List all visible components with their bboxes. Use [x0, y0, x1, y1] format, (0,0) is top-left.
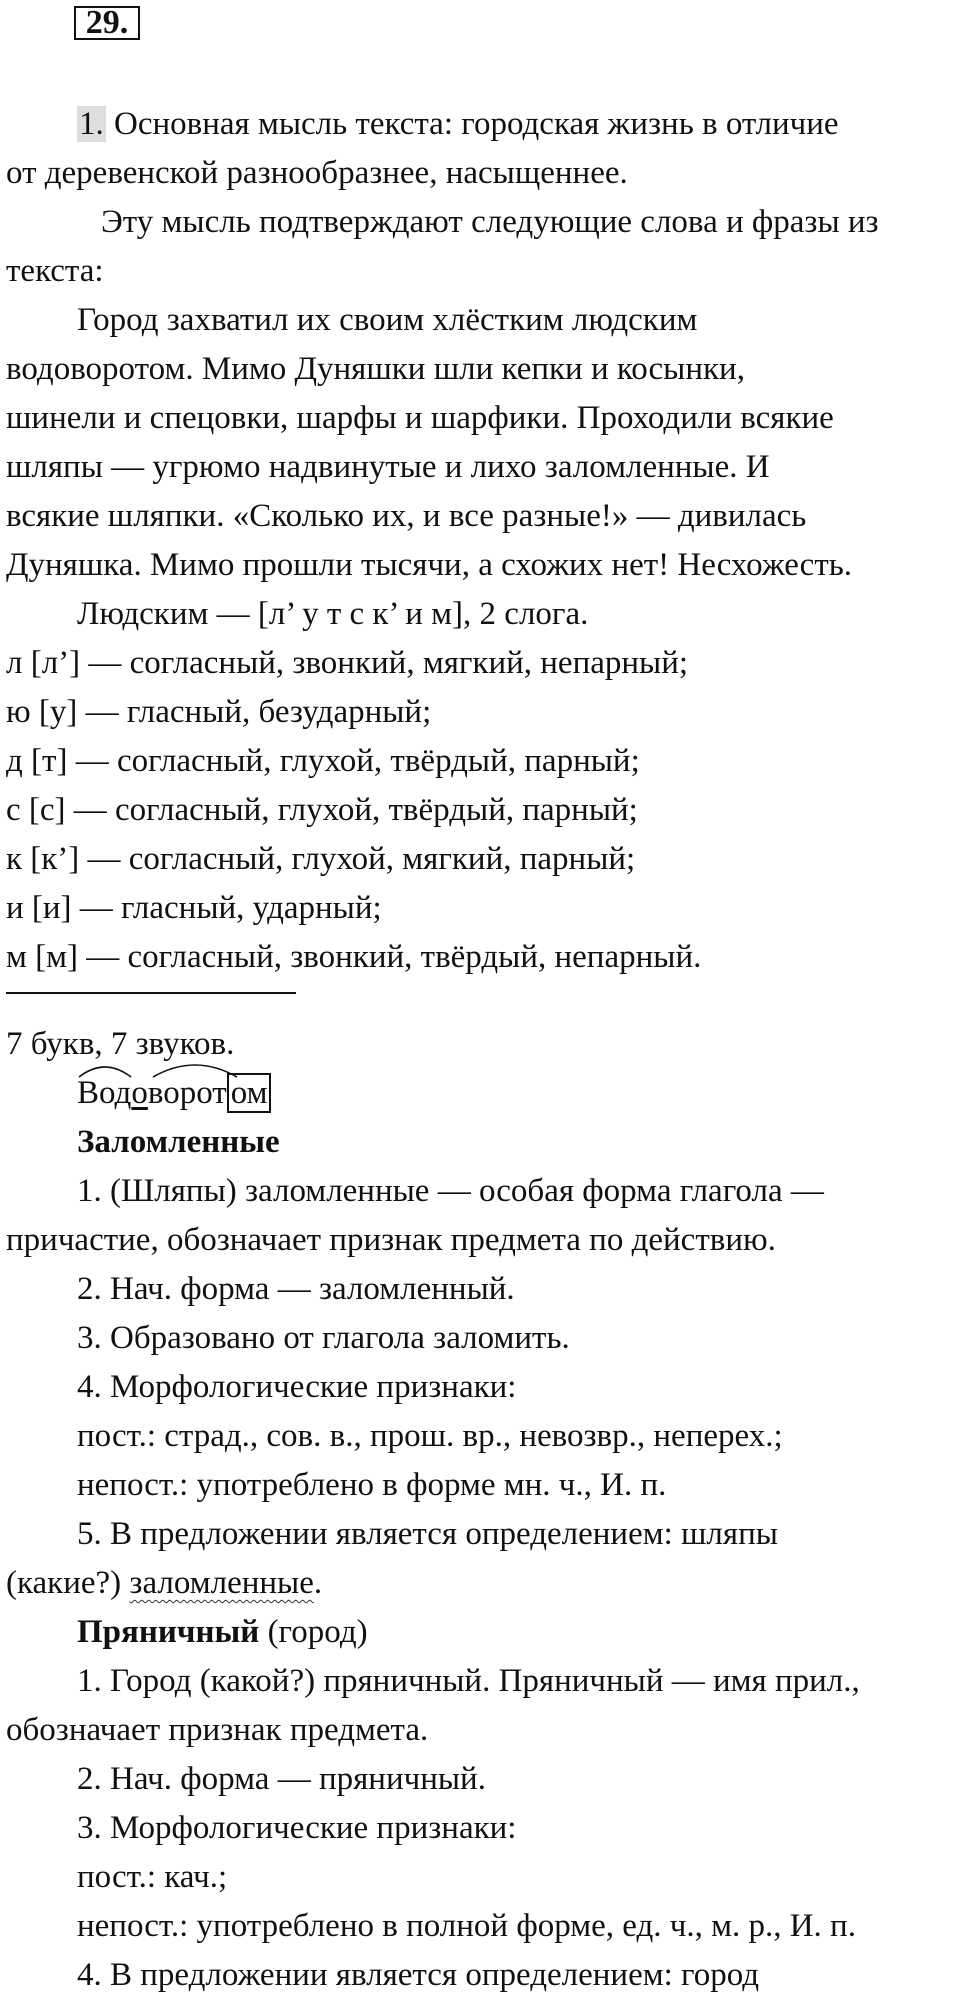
confirm-line-cont: текста: [6, 253, 104, 289]
phonetic-row: к [к’] — согласный, глухой, мягкий, парный; [6, 841, 636, 877]
participle-line: 1. (Шляпы) заломленные — особая форма глагола — [77, 1173, 824, 1209]
main-idea-text: Основная мысль текста: городская жизнь в отличие [105, 106, 839, 142]
adjective-line: пост.: кач.; [77, 1859, 228, 1895]
participle-line: 3. Образовано от глагола заломить. [77, 1320, 570, 1356]
adjective-line: 3. Морфологические признаки: [77, 1810, 517, 1846]
morpheme-word [77, 1069, 271, 1118]
quote-line: Город захватил их своим хлёстким людским [77, 302, 698, 338]
participle-line [6, 1559, 956, 1608]
adjective-line: 2. Нач. форма — пряничный. [77, 1761, 486, 1797]
question-text: (какие?) [6, 1565, 130, 1601]
adjective-title: Пряничный [77, 1614, 260, 1650]
quote-line: шляпы — угрюмо надвинутые и лихо заломленные. И [6, 449, 770, 485]
participle-line: непост.: употреблено в форме мн. ч., И. п. [77, 1467, 667, 1503]
period: . [313, 1565, 323, 1601]
participle-line: 5. В предложении является определением: шляпы [77, 1516, 778, 1552]
confirm-line: Эту мысль подтверждают следующие слова и фразы из [101, 204, 879, 240]
adjective-line: 1. Город (какой?) пряничный. Пряничный — имя прил., [77, 1663, 860, 1699]
phonetic-row: с [с] — согласный, глухой, твёрдый, парный; [6, 792, 638, 828]
participle-line: 4. Морфологические признаки: [77, 1369, 517, 1405]
quote-line: Дуняшка. Мимо прошли тысячи, а схожих нет! Несхожесть. [6, 547, 853, 583]
participle-line: пост.: страд., сов. в., прош. вр., невозвр., неперех.; [77, 1418, 783, 1454]
quote-line: шинели и спецовки, шарфы и шарфики. Проходили всякие [6, 400, 834, 436]
adjective-line: непост.: употреблено в полной форме, ед. ч., м. р., И. п. [77, 1908, 856, 1944]
participle-line: 2. Нач. форма — заломленный. [77, 1271, 515, 1307]
quote-block [6, 296, 956, 590]
root-arcs [77, 1061, 287, 1081]
root-2: ворот [147, 1075, 227, 1111]
item-number: 1. [79, 106, 104, 142]
adjective-line: 4. В предложении является определением: город [77, 1957, 760, 1993]
root-arc-2 [153, 1065, 237, 1077]
phonetic-row: л [л’] — согласный, звонкий, мягкий, непарный; [6, 645, 689, 681]
quote-line: всякие шляпки. «Сколько их, и все разные!» — дивилась [6, 498, 807, 534]
adjective-title-suffix: (город) [259, 1614, 368, 1650]
quote-line: водоворотом. Мимо Дуняшки шли кепки и косынки, [6, 351, 745, 387]
participle-line: причастие, обозначает признак предмета по действию. [6, 1222, 776, 1258]
adjective-title-line [6, 1608, 956, 1657]
task-number: 29. [74, 6, 140, 40]
divider [6, 992, 296, 994]
root-arc-1 [79, 1067, 131, 1077]
phonetic-row: и [и] — гласный, ударный; [6, 890, 382, 926]
main-idea-line [6, 100, 956, 149]
root-1: Вод [77, 1075, 132, 1111]
main-idea-cont: от деревенской разнообразнее, насыщеннее. [6, 155, 628, 191]
adjective-line: обозначает признак предмета. [6, 1712, 429, 1748]
participle-title: Заломленные [77, 1124, 280, 1160]
ending: ом [227, 1073, 272, 1113]
phonetic-list [6, 639, 956, 982]
attribute-underlined: заломленные [129, 1565, 314, 1601]
phonetic-title: Людским — [л’ у т с к’ и м], 2 слога. [77, 596, 589, 632]
answer-content [6, 100, 956, 2000]
phonetic-row: д [т] — согласный, глухой, твёрдый, парный; [6, 743, 640, 779]
connecting-vowel: о [131, 1075, 148, 1111]
phonetic-row: ю [у] — гласный, безударный; [6, 694, 432, 730]
letters-sounds: 7 букв, 7 звуков. [6, 1026, 235, 1062]
phonetic-row: м [м] — согласный, звонкий, твёрдый, непарный. [6, 939, 702, 975]
morpheme-analysis [6, 1069, 956, 1118]
